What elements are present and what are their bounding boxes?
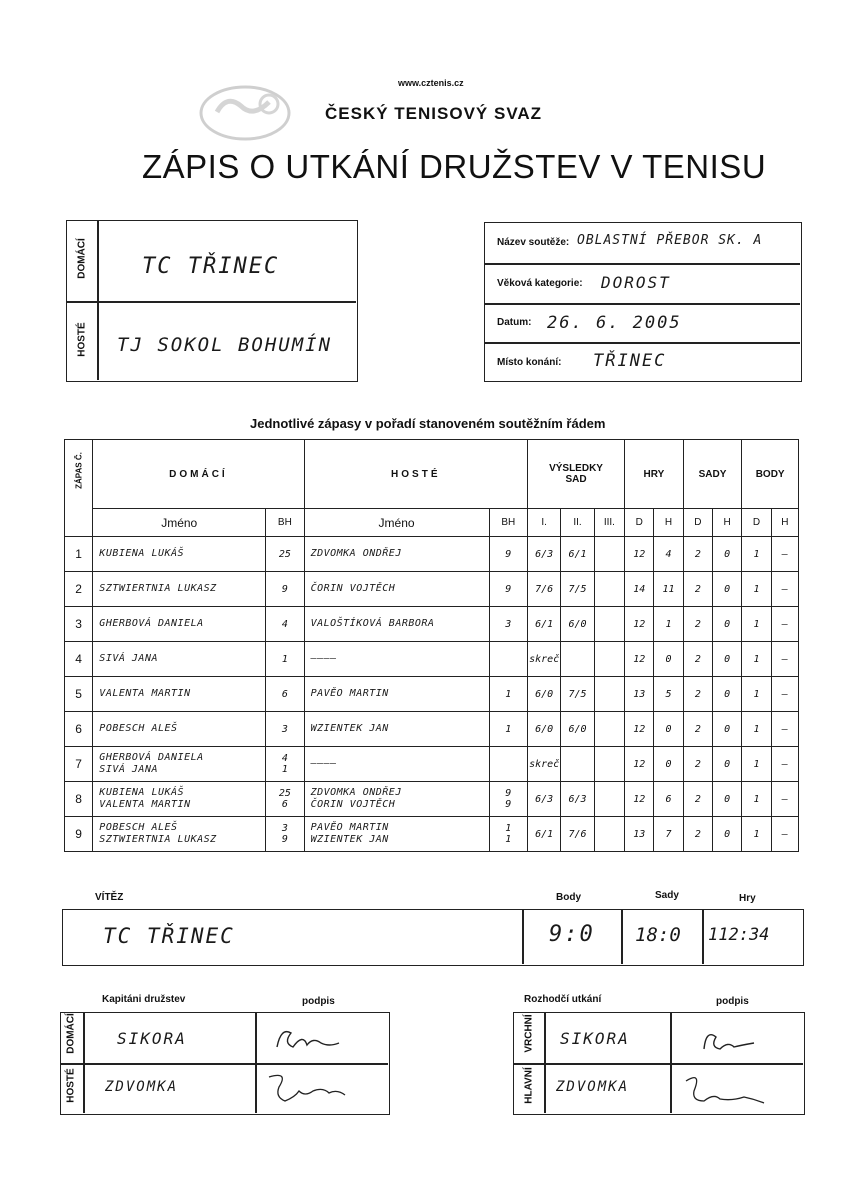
home-player: GHERBOVÁ DANIELA	[93, 607, 266, 642]
sets-guest: 0	[713, 537, 742, 572]
captain-guest-name: ZDVOMKA	[105, 1079, 179, 1095]
games-guest: 7	[654, 817, 683, 852]
points-guest: —	[771, 537, 798, 572]
home-player: GHERBOVÁ DANIELA SIVÁ JANA	[93, 747, 266, 782]
results-header: VÝSLEDKY SAD	[527, 440, 624, 509]
sets-guest: 0	[713, 607, 742, 642]
sets-guest: 0	[713, 747, 742, 782]
games-home: 12	[625, 782, 654, 817]
games-guest: 0	[654, 747, 683, 782]
set1-score: 6/0	[527, 677, 560, 712]
home-label: DOMÁCÍ	[76, 238, 88, 279]
games-home: 12	[625, 712, 654, 747]
set3-score	[594, 572, 624, 607]
match-number: 5	[65, 677, 93, 712]
teams-box	[66, 220, 358, 382]
home-bh: 4	[266, 607, 304, 642]
points-home: 1	[742, 677, 771, 712]
guest-player: ČORIN VOJTĚCH	[304, 572, 489, 607]
points-header: BODY	[742, 440, 799, 509]
home-bh: 25	[266, 537, 304, 572]
set1-score: 6/1	[527, 607, 560, 642]
points-home: 1	[742, 712, 771, 747]
points-guest: —	[771, 572, 798, 607]
set2-score: 7/5	[561, 572, 594, 607]
captains-home-label: DOMÁCÍ	[65, 1013, 77, 1054]
points-guest: —	[771, 712, 798, 747]
referee-main-name: SIKORA	[560, 1029, 630, 1048]
sets-home: 2	[683, 607, 712, 642]
guest-team: TJ SOKOL BOHUMÍN	[117, 334, 333, 356]
page-title: ZÁPIS O UTKÁNÍ DRUŽSTEV V TENISU	[142, 148, 767, 185]
competition-label: Název soutěže:	[497, 237, 570, 248]
points-home: 1	[742, 782, 771, 817]
set3-score	[594, 537, 624, 572]
match-number: 2	[65, 572, 93, 607]
referee-head-signature	[678, 1067, 798, 1111]
guest-bh	[489, 747, 527, 782]
winner-points: 9:0	[549, 922, 595, 947]
games-guest: 11	[654, 572, 683, 607]
winner-sets-label: Sady	[655, 890, 679, 901]
sets-home: 2	[683, 677, 712, 712]
home-bh: 1	[266, 642, 304, 677]
sets-guest: 0	[713, 572, 742, 607]
match-number: 1	[65, 537, 93, 572]
sets-home: 2	[683, 817, 712, 852]
games-home: 12	[625, 607, 654, 642]
sets-home: 2	[683, 747, 712, 782]
games-home: 13	[625, 677, 654, 712]
home-player: VALENTA MARTIN	[93, 677, 266, 712]
info-box	[484, 222, 802, 382]
games-home: 14	[625, 572, 654, 607]
captain-home-name: SIKORA	[117, 1029, 187, 1048]
set2-score: 7/6	[561, 817, 594, 852]
sets-guest: 0	[713, 782, 742, 817]
website: www.cztenis.cz	[398, 78, 464, 88]
points-home: 1	[742, 642, 771, 677]
table-row	[65, 677, 799, 712]
guest-name-header: Jméno	[304, 509, 489, 537]
matches-table	[64, 439, 799, 852]
set1-score: 6/3	[527, 782, 560, 817]
set3-score	[594, 782, 624, 817]
points-guest: —	[771, 782, 798, 817]
winner-points-label: Body	[556, 892, 581, 903]
venue-value: TŘINEC	[593, 351, 667, 371]
guest-bh: 1	[489, 712, 527, 747]
guest-bh: 9 9	[489, 782, 527, 817]
guest-player: ZDVOMKA ONDŘEJ	[304, 537, 489, 572]
guest-player: VALOŠTÍKOVÁ BARBORA	[304, 607, 489, 642]
points-home: 1	[742, 537, 771, 572]
home-bh: 9	[266, 572, 304, 607]
guest-player: PAVĚO MARTIN	[304, 677, 489, 712]
points-home: 1	[742, 607, 771, 642]
table-row	[65, 747, 799, 782]
games-home: 12	[625, 537, 654, 572]
games-header: HRY	[625, 440, 684, 509]
table-row	[65, 537, 799, 572]
guest-bh	[489, 642, 527, 677]
sets-d-header: D	[683, 509, 712, 537]
set2-score: 6/3	[561, 782, 594, 817]
sets-guest: 0	[713, 677, 742, 712]
set2-score: 6/1	[561, 537, 594, 572]
guest-bh: 1	[489, 677, 527, 712]
home-bh: 25 6	[266, 782, 304, 817]
captains-sign-label: podpis	[302, 996, 335, 1007]
referee-head-label: HLAVNÍ	[523, 1067, 535, 1104]
match-number: 6	[65, 712, 93, 747]
winner-games: 112:34	[708, 925, 770, 945]
points-h-header: H	[771, 509, 798, 537]
match-number: 9	[65, 817, 93, 852]
sets-home: 2	[683, 642, 712, 677]
captains-label: Kapitáni družstev	[102, 994, 186, 1005]
referee-head-name: ZDVOMKA	[556, 1079, 630, 1095]
games-guest: 0	[654, 642, 683, 677]
set2-score	[561, 642, 594, 677]
set2-score: 6/0	[561, 712, 594, 747]
points-guest: —	[771, 677, 798, 712]
home-bh: 6	[266, 677, 304, 712]
category-value: DOROST	[601, 273, 671, 292]
home-player: SIVÁ JANA	[93, 642, 266, 677]
sets-home: 2	[683, 572, 712, 607]
competition-value: OBLASTNÍ PŘEBOR SK. A	[577, 233, 763, 248]
winner-team: TC TŘINEC	[103, 924, 235, 948]
set3-score	[594, 817, 624, 852]
games-guest: 0	[654, 712, 683, 747]
match-number: 8	[65, 782, 93, 817]
home-player: KUBIENA LUKÁŠ VALENTA MARTIN	[93, 782, 266, 817]
guest-bh: 9	[489, 572, 527, 607]
match-number: 3	[65, 607, 93, 642]
games-guest: 5	[654, 677, 683, 712]
date-value: 26. 6. 2005	[547, 313, 682, 333]
table-row	[65, 607, 799, 642]
sets-guest: 0	[713, 817, 742, 852]
set1-score: 6/3	[527, 537, 560, 572]
points-guest: —	[771, 747, 798, 782]
guest-player: WZIENTEK JAN	[304, 712, 489, 747]
guest-player: ————	[304, 747, 489, 782]
home-bh: 3 9	[266, 817, 304, 852]
set1-header: I.	[527, 509, 560, 537]
referee-main-signature	[684, 1017, 794, 1061]
points-home: 1	[742, 817, 771, 852]
guest-player: PAVĚO MARTIN WZIENTEK JAN	[304, 817, 489, 852]
games-home: 12	[625, 642, 654, 677]
guest-label: HOSTÉ	[76, 322, 88, 357]
points-home: 1	[742, 572, 771, 607]
games-home: 13	[625, 817, 654, 852]
match-number: 4	[65, 642, 93, 677]
table-row	[65, 572, 799, 607]
games-d-header: D	[625, 509, 654, 537]
set3-score	[594, 642, 624, 677]
date-label: Datum:	[497, 317, 532, 328]
sets-home: 2	[683, 537, 712, 572]
set2-score: 7/5	[561, 677, 594, 712]
sets-header: SADY	[683, 440, 742, 509]
home-player: POBESCH ALEŠ	[93, 712, 266, 747]
winner-sets: 18:0	[635, 924, 681, 946]
guest-header: HOSTÉ	[304, 440, 527, 509]
set1-score: 6/0	[527, 712, 560, 747]
set1-score: 7/6	[527, 572, 560, 607]
set1-score: skreč	[527, 747, 560, 782]
home-name-header: Jméno	[93, 509, 266, 537]
set2-score	[561, 747, 594, 782]
table-caption: Jednotlivé zápasy v pořadí stanoveném soutěžním řádem	[250, 416, 606, 431]
set3-header: III.	[594, 509, 624, 537]
table-row	[65, 817, 799, 852]
sets-guest: 0	[713, 642, 742, 677]
sets-home: 2	[683, 712, 712, 747]
guest-player: ZDVOMKA ONDŘEJ ČORIN VOJTĚCH	[304, 782, 489, 817]
org-name: ČESKÝ TENISOVÝ SVAZ	[325, 104, 543, 123]
games-guest: 1	[654, 607, 683, 642]
guest-bh: 1 1	[489, 817, 527, 852]
cts-logo	[195, 82, 295, 144]
sets-h-header: H	[713, 509, 742, 537]
guest-bh: 9	[489, 537, 527, 572]
home-player: SZTWIERTNIA LUKASZ	[93, 572, 266, 607]
venue-label: Místo konání:	[497, 357, 562, 368]
games-guest: 4	[654, 537, 683, 572]
table-row	[65, 782, 799, 817]
games-h-header: H	[654, 509, 683, 537]
home-player: KUBIENA LUKÁŠ	[93, 537, 266, 572]
set1-score: 6/1	[527, 817, 560, 852]
home-bh-header: BH	[266, 509, 304, 537]
set3-score	[594, 677, 624, 712]
points-d-header: D	[742, 509, 771, 537]
captain-home-signature	[265, 1017, 375, 1061]
referees-box	[513, 1012, 805, 1115]
captains-guest-label: HOSTÉ	[65, 1068, 77, 1103]
guest-bh-header: BH	[489, 509, 527, 537]
winner-games-label: Hry	[739, 893, 756, 904]
table-row	[65, 712, 799, 747]
set3-score	[594, 747, 624, 782]
home-bh: 4 1	[266, 747, 304, 782]
home-player: POBESCH ALEŠ SZTWIERTNIA LUKASZ	[93, 817, 266, 852]
games-guest: 6	[654, 782, 683, 817]
points-home: 1	[742, 747, 771, 782]
guest-player: ————	[304, 642, 489, 677]
category-label: Věková kategorie:	[497, 278, 583, 289]
points-guest: —	[771, 642, 798, 677]
table-row	[65, 642, 799, 677]
set3-score	[594, 607, 624, 642]
points-guest: —	[771, 607, 798, 642]
set2-header: II.	[561, 509, 594, 537]
referees-sign-label: podpis	[716, 996, 749, 1007]
match-number: 7	[65, 747, 93, 782]
set1-score: skreč	[527, 642, 560, 677]
referee-main-label: VRCHNÍ	[523, 1014, 535, 1053]
home-header: DOMÁCÍ	[93, 440, 304, 509]
referees-label: Rozhodčí utkání	[524, 994, 602, 1005]
winner-box	[62, 909, 804, 966]
home-bh: 3	[266, 712, 304, 747]
guest-bh: 3	[489, 607, 527, 642]
sets-home: 2	[683, 782, 712, 817]
set2-score: 6/0	[561, 607, 594, 642]
captain-guest-signature	[261, 1067, 381, 1111]
points-guest: —	[771, 817, 798, 852]
sets-guest: 0	[713, 712, 742, 747]
match-no-header: ZÁPAS Č.	[74, 452, 84, 489]
home-team: TC TŘINEC	[142, 254, 280, 279]
set3-score	[594, 712, 624, 747]
captains-box	[60, 1012, 390, 1115]
games-home: 12	[625, 747, 654, 782]
winner-label: VÍTĚZ	[95, 892, 124, 903]
